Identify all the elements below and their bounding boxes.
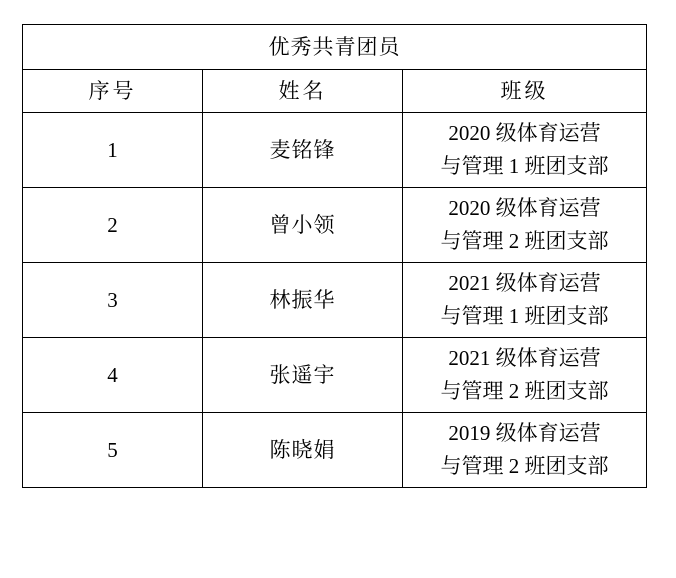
table-row — [23, 113, 647, 188]
cell-class-line-2: 与管理 2 班团支部 — [440, 379, 609, 403]
cell-name: 张遥宇 — [203, 338, 403, 413]
column-header-no: 序号 — [23, 70, 203, 113]
table-header-row — [23, 70, 647, 113]
cell-no: 5 — [23, 413, 203, 488]
members-table — [22, 24, 647, 488]
table-row — [23, 338, 647, 413]
cell-class — [403, 113, 647, 188]
column-header-name: 姓名 — [203, 70, 403, 113]
cell-class — [403, 188, 647, 263]
cell-name: 曾小领 — [203, 188, 403, 263]
cell-no: 1 — [23, 113, 203, 188]
cell-class-line-1: 2021 级体育运营 — [448, 271, 601, 296]
cell-class-line-1: 2021 级体育运营 — [448, 346, 601, 371]
cell-name: 麦铭锋 — [203, 113, 403, 188]
cell-class — [403, 413, 647, 488]
table-title-row — [23, 25, 647, 70]
cell-no: 3 — [23, 263, 203, 338]
table-row — [23, 413, 647, 488]
cell-class-line-2: 与管理 2 班团支部 — [440, 229, 609, 253]
cell-class — [403, 263, 647, 338]
cell-class-line-1: 2020 级体育运营 — [448, 121, 601, 146]
table-row — [23, 188, 647, 263]
cell-class-line-1: 2019 级体育运营 — [448, 421, 601, 446]
cell-no: 2 — [23, 188, 203, 263]
cell-class-line-2: 与管理 2 班团支部 — [440, 454, 609, 478]
cell-class-line-2: 与管理 1 班团支部 — [440, 154, 609, 178]
table-title: 优秀共青团员 — [23, 25, 647, 70]
table-row — [23, 263, 647, 338]
column-header-class: 班级 — [403, 70, 647, 113]
cell-no: 4 — [23, 338, 203, 413]
cell-class-line-2: 与管理 1 班团支部 — [440, 304, 609, 328]
cell-class — [403, 338, 647, 413]
cell-class-line-1: 2020 级体育运营 — [448, 196, 601, 221]
cell-name: 林振华 — [203, 263, 403, 338]
cell-name: 陈晓娟 — [203, 413, 403, 488]
